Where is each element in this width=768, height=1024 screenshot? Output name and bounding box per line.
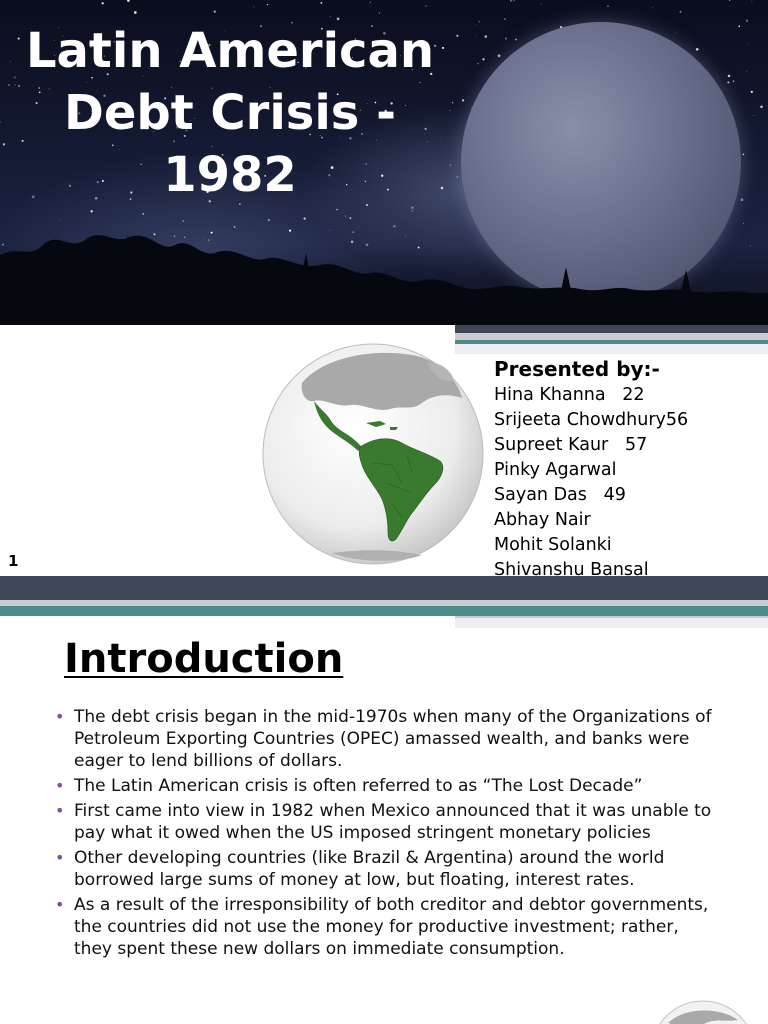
star bbox=[696, 48, 699, 51]
title-line-3: 1982 bbox=[163, 147, 297, 203]
star bbox=[254, 7, 255, 8]
bullet-item-3 bbox=[54, 800, 714, 844]
star bbox=[478, 21, 479, 22]
star bbox=[504, 18, 506, 20]
night-sky-background bbox=[0, 0, 768, 325]
star bbox=[760, 105, 763, 108]
star bbox=[746, 71, 747, 72]
bullet-dot-icon: • bbox=[55, 801, 65, 820]
star bbox=[680, 11, 682, 13]
star bbox=[748, 44, 749, 45]
star bbox=[652, 7, 653, 8]
presenter-3: Supreet Kaur 57 bbox=[494, 435, 648, 455]
presenter-2: Srijeeta Chowdhury56 bbox=[494, 410, 689, 430]
star bbox=[476, 25, 477, 26]
treeline-silhouette bbox=[0, 215, 768, 325]
bullet-item-5 bbox=[54, 894, 714, 960]
star bbox=[513, 0, 514, 1]
presenter-4: Pinky Agarwal bbox=[494, 460, 617, 480]
star bbox=[541, 3, 542, 4]
star bbox=[425, 5, 426, 6]
bullet-text-1: The debt crisis began in the mid-1970s when many of the Organizations of Petroleum Exporting Countries (OPEC) amassed wealth, and banks were eager to lend billions of dollars. bbox=[74, 707, 712, 771]
star bbox=[676, 32, 677, 33]
star bbox=[336, 209, 338, 211]
star bbox=[733, 80, 735, 82]
divider-band-navy bbox=[0, 576, 768, 600]
bullet-dot-icon: • bbox=[55, 776, 65, 795]
star bbox=[320, 2, 322, 4]
bullet-item-2 bbox=[54, 775, 714, 797]
bullet-text-2: The Latin American crisis is often referred to as “The Lost Decade” bbox=[74, 776, 643, 796]
introduction-heading: Introduction bbox=[64, 636, 344, 682]
star bbox=[743, 154, 745, 156]
star bbox=[468, 96, 469, 97]
star bbox=[214, 10, 216, 12]
slide-title bbox=[0, 20, 460, 206]
bullet-text-5: As a result of the irresponsibility of both creditor and debtor governments, the countries did not use the money for productive investment; rather, they spent these new dollars on immediate consumption. bbox=[74, 895, 709, 959]
presenter-7: Mohit Solanki bbox=[494, 535, 612, 555]
presenter-6: Abhay Nair bbox=[494, 510, 591, 530]
accent-band-light bbox=[455, 344, 768, 354]
bullet-text-4: Other developing countries (like Brazil & Argentina) around the world borrowed large sums of money at low, but floating, interest rates. bbox=[74, 848, 665, 890]
presenter-1: Hina Khanna 22 bbox=[494, 385, 645, 405]
star bbox=[412, 210, 413, 211]
star bbox=[498, 54, 501, 57]
star bbox=[502, 2, 503, 3]
bullet-item-4 bbox=[54, 847, 714, 891]
star bbox=[728, 75, 731, 78]
star bbox=[751, 91, 753, 93]
bullet-item-1 bbox=[54, 706, 714, 772]
title-line-1: Latin American bbox=[25, 23, 435, 79]
star bbox=[738, 25, 740, 27]
globe-icon bbox=[648, 998, 758, 1024]
bullet-dot-icon: • bbox=[55, 848, 65, 867]
star bbox=[485, 35, 488, 38]
slide-divider bbox=[0, 576, 768, 628]
star bbox=[330, 16, 331, 17]
bullet-dot-icon: • bbox=[55, 707, 65, 726]
star bbox=[475, 35, 476, 36]
star bbox=[102, 2, 104, 4]
accent-band-grey bbox=[455, 333, 768, 340]
star bbox=[129, 9, 130, 10]
star bbox=[607, 5, 609, 7]
bullet-text-3: First came into view in 1982 when Mexico announced that it was unable to pay what it owed when the US imposed stringent monetary policies bbox=[74, 801, 712, 843]
introduction-bullets bbox=[54, 706, 714, 963]
star bbox=[515, 39, 517, 41]
star bbox=[741, 198, 744, 201]
star bbox=[753, 115, 754, 116]
star bbox=[477, 63, 479, 65]
accent-band-navy bbox=[455, 325, 768, 333]
star bbox=[727, 81, 729, 83]
star bbox=[370, 2, 371, 3]
star bbox=[751, 1, 752, 2]
star bbox=[505, 37, 507, 39]
star bbox=[379, 12, 380, 13]
star bbox=[482, 58, 484, 60]
star bbox=[134, 11, 137, 14]
star bbox=[462, 99, 464, 101]
title-line-2: Debt Crisis - bbox=[64, 85, 396, 141]
star bbox=[746, 19, 748, 21]
latin-america-globe-icon bbox=[262, 343, 484, 565]
star bbox=[729, 0, 730, 1]
presented-by-heading: Presented by:- bbox=[494, 357, 660, 381]
star bbox=[91, 210, 93, 212]
presenter-8: Shivanshu Bansal bbox=[494, 560, 649, 576]
presenters-block bbox=[494, 355, 768, 576]
star bbox=[510, 0, 512, 2]
star bbox=[411, 206, 413, 208]
divider-band-teal bbox=[0, 606, 768, 616]
introduction-slide bbox=[0, 628, 768, 1024]
divider-band-light bbox=[455, 616, 768, 628]
slide-number: 1 bbox=[8, 552, 19, 570]
bullet-dot-icon: • bbox=[55, 895, 65, 914]
star bbox=[127, 0, 129, 2]
presenter-5: Sayan Das 49 bbox=[494, 485, 626, 505]
star bbox=[267, 4, 268, 5]
